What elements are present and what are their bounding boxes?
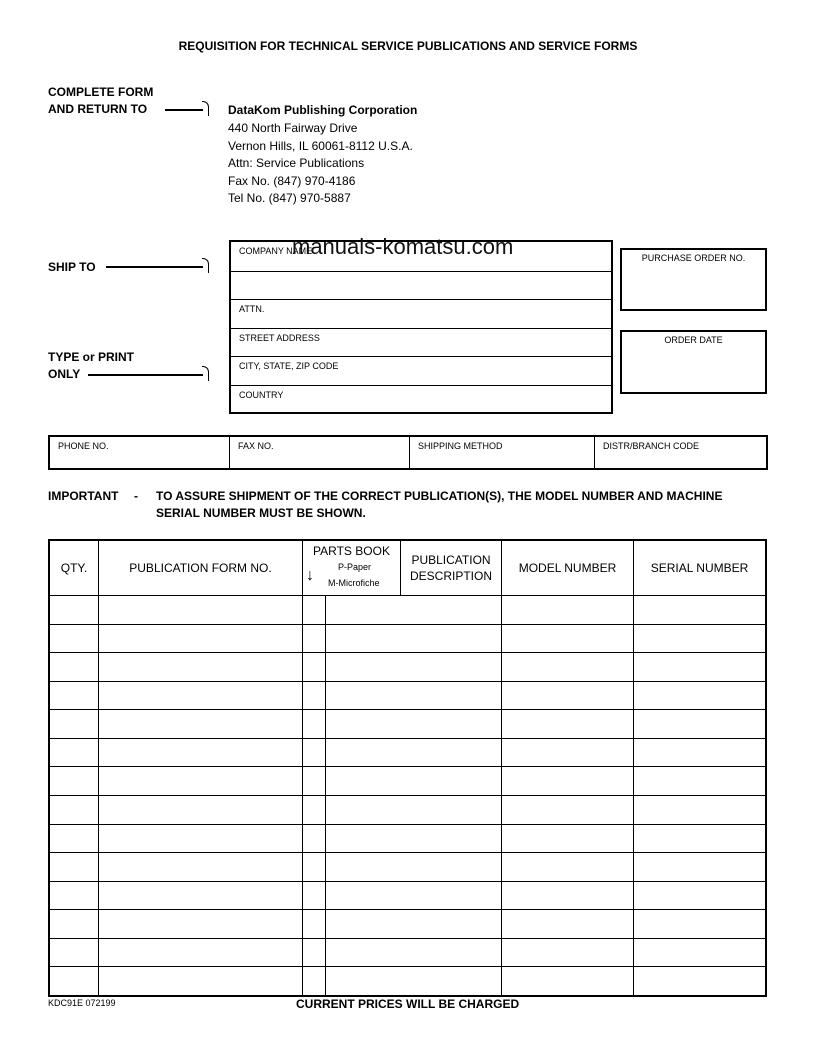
city-state-zip-field[interactable] [231,357,611,385]
arrow-down-icon: ↓ [306,567,314,584]
header-description [401,541,501,595]
serial-cell[interactable] [634,710,765,738]
order-table [48,539,767,997]
form-title: REQUISITION FOR TECHNICAL SERVICE PUBLICATIONS AND SERVICE FORMS [178,39,638,53]
field-label: PURCHASE ORDER NO. [641,253,746,263]
qty-cell[interactable] [51,710,98,738]
fax-field[interactable] [230,437,409,468]
header-serial: SERIAL NUMBER [650,561,749,575]
field-label: STREET ADDRESS [239,333,320,343]
description-cell[interactable] [326,596,501,624]
description-label: DESCRIPTION [409,569,492,583]
watermark: manuals-komatsu.com [292,234,514,259]
model-cell[interactable] [502,853,633,881]
field-label: DISTR/BRANCH CODE [603,441,700,451]
media-cell[interactable] [303,967,325,995]
media-cell[interactable] [303,825,325,853]
order-date-field[interactable] [620,330,767,394]
company-name: DataKom Publishing Corporation [228,103,418,117]
serial-cell[interactable] [634,682,765,710]
model-cell[interactable] [502,767,633,795]
table-row [50,852,765,881]
table-row [50,909,765,938]
return-address [228,120,413,208]
media-cell[interactable] [303,625,325,653]
description-cell[interactable] [326,767,501,795]
qty-cell[interactable] [51,939,98,967]
description-cell[interactable] [326,910,501,938]
qty-cell[interactable] [51,967,98,995]
table-row [50,681,765,710]
parts-book-label: PARTS BOOK [313,544,390,558]
table-row [50,795,765,824]
model-cell[interactable] [502,710,633,738]
arrow-icon [88,374,203,376]
table-row [50,766,765,795]
arrow-icon [165,109,203,111]
prices-notice: CURRENT PRICES WILL BE CHARGED [296,997,520,1011]
return-to-label: AND RETURN TO [48,102,148,116]
media-cell[interactable] [303,739,325,767]
model-cell[interactable] [502,882,633,910]
field-label: COUNTRY [239,390,284,400]
important-line1: TO ASSURE SHIPMENT OF THE CORRECT PUBLICATION(S), THE MODEL NUMBER AND MACHINE [156,489,723,503]
form-no-cell[interactable] [99,653,302,681]
qty-cell[interactable] [51,653,98,681]
description-cell[interactable] [326,967,501,995]
form-no-cell[interactable] [99,939,302,967]
serial-cell[interactable] [634,967,765,995]
description-cell[interactable] [326,796,501,824]
qty-cell[interactable] [51,682,98,710]
qty-cell[interactable] [51,910,98,938]
table-row [50,881,765,910]
header-model: MODEL NUMBER [518,561,617,575]
microfiche-label: M-Microfiche [328,578,380,588]
table-row [50,624,765,653]
media-cell[interactable] [303,682,325,710]
qty-cell[interactable] [51,882,98,910]
description-label: PUBLICATION [411,553,491,567]
form-no-cell[interactable] [99,739,302,767]
qty-cell[interactable] [51,825,98,853]
model-cell[interactable] [502,825,633,853]
type-print-label: TYPE or PRINT [48,350,135,364]
model-cell[interactable] [502,939,633,967]
form-code: KDC91E 072199 [48,998,116,1008]
table-row [50,738,765,767]
description-cell[interactable] [326,853,501,881]
branch-code-field[interactable] [595,437,766,468]
address-line: Attn: Service Publications [228,156,365,170]
form-no-cell[interactable] [99,882,302,910]
important-dash: - [134,489,138,503]
paper-label: P-Paper [338,562,372,572]
serial-cell[interactable] [634,910,765,938]
serial-cell[interactable] [634,853,765,881]
serial-cell[interactable] [634,653,765,681]
form-no-cell[interactable] [99,710,302,738]
field-label: ATTN. [239,304,265,314]
table-row [50,652,765,681]
field-label: CITY, STATE, ZIP CODE [239,361,339,371]
media-cell[interactable] [303,882,325,910]
address-line: Vernon Hills, IL 60061-8112 U.S.A. [228,138,413,153]
media-cell[interactable] [303,796,325,824]
field-label: SHIPPING METHOD [418,441,503,451]
description-cell[interactable] [326,710,501,738]
field-label: FAX NO. [238,441,274,451]
description-cell[interactable] [326,739,501,767]
header-form-no: PUBLICATION FORM NO. [129,561,272,575]
tel-line: Tel No. (847) 970-5887 [228,191,351,205]
country-field[interactable] [231,386,611,412]
form-no-cell[interactable] [99,625,302,653]
media-cell[interactable] [303,767,325,795]
form-no-cell[interactable] [99,767,302,795]
serial-cell[interactable] [634,796,765,824]
serial-cell[interactable] [634,767,765,795]
description-cell[interactable] [326,825,501,853]
serial-cell[interactable] [634,825,765,853]
table-row [50,709,765,738]
media-cell[interactable] [303,710,325,738]
description-cell[interactable] [326,653,501,681]
attn-field[interactable] [231,300,611,328]
serial-cell[interactable] [634,625,765,653]
model-cell[interactable] [502,682,633,710]
table-row [50,966,765,995]
form-no-cell[interactable] [99,853,302,881]
model-cell[interactable] [502,967,633,995]
qty-cell[interactable] [51,767,98,795]
model-cell[interactable] [502,796,633,824]
fax-line: Fax No. (847) 970-4186 [228,173,356,188]
qty-cell[interactable] [51,796,98,824]
form-no-cell[interactable] [99,825,302,853]
header-qty: QTY. [60,561,88,575]
model-cell[interactable] [502,653,633,681]
model-cell[interactable] [502,625,633,653]
phone-field[interactable] [50,437,229,468]
arrow-icon [106,266,203,268]
table-row [50,595,765,624]
address-line: 440 North Fairway Drive [228,121,358,135]
form-no-cell[interactable] [99,967,302,995]
media-cell[interactable] [303,653,325,681]
description-cell[interactable] [326,939,501,967]
qty-cell[interactable] [51,853,98,881]
form-no-cell[interactable] [99,596,302,624]
qty-cell[interactable] [51,739,98,767]
form-no-cell[interactable] [99,796,302,824]
field-label: PHONE NO. [58,441,109,451]
serial-cell[interactable] [634,939,765,967]
qty-cell[interactable] [51,596,98,624]
form-no-cell[interactable] [99,910,302,938]
serial-cell[interactable] [634,882,765,910]
purchase-order-field[interactable] [620,248,767,311]
important-label: IMPORTANT [48,489,119,503]
street-address-field[interactable] [231,329,611,357]
media-cell[interactable] [303,910,325,938]
contact-row [48,435,768,470]
model-cell[interactable] [502,910,633,938]
table-row [50,938,765,967]
serial-cell[interactable] [634,739,765,767]
media-cell[interactable] [303,596,325,624]
field-label: ORDER DATE [664,335,723,345]
header-parts-book [303,541,400,595]
ship-to-label: SHIP TO [48,260,96,274]
ship-to-box [229,240,613,414]
form-no-cell[interactable] [99,682,302,710]
table-row [50,824,765,853]
type-print-only-label: ONLY [48,367,81,381]
description-cell[interactable] [326,682,501,710]
shipping-method-field[interactable] [410,437,594,468]
description-cell[interactable] [326,882,501,910]
description-cell[interactable] [326,625,501,653]
media-cell[interactable] [303,853,325,881]
serial-cell[interactable] [634,596,765,624]
model-cell[interactable] [502,596,633,624]
complete-form-label: COMPLETE FORM [48,85,154,99]
model-cell[interactable] [502,739,633,767]
field-label: COMPANY NAME [239,246,313,256]
important-line2: SERIAL NUMBER MUST BE SHOWN. [156,506,366,520]
media-cell[interactable] [303,939,325,967]
qty-cell[interactable] [51,625,98,653]
company-name-line2-field[interactable] [231,272,611,299]
